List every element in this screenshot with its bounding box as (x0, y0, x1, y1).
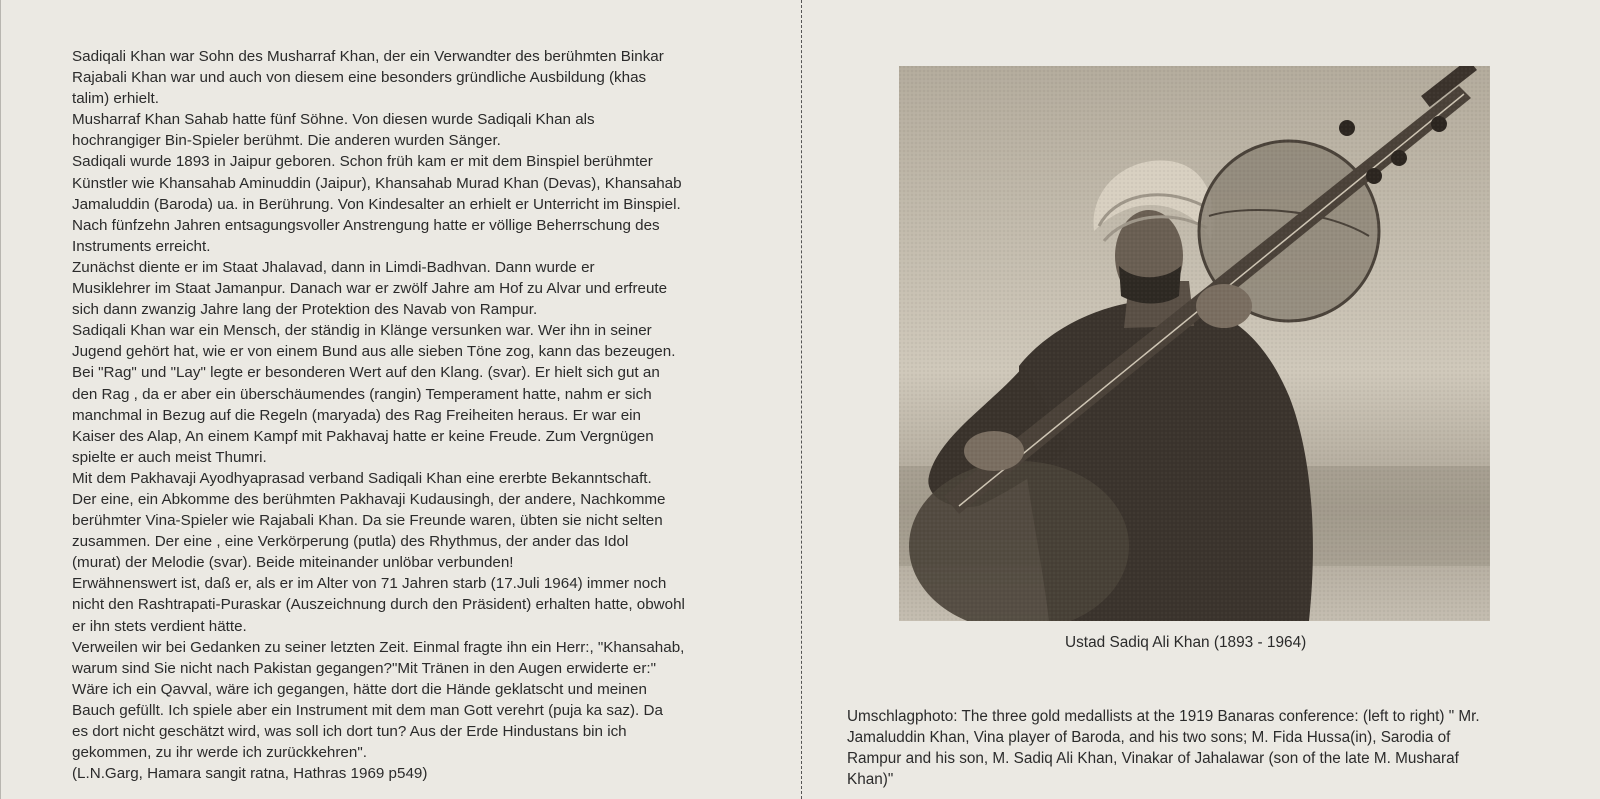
page-edge (0, 0, 1, 799)
text-line: Künstler wie Khansahab Aminuddin (Jaipur), Khansahab Murad Khan (Devas), Khansahab (72, 174, 682, 192)
text-line: gekommen, zu ihr werde ich zurückkehren". (72, 744, 367, 762)
text-line: Sadiqali Khan war Sohn des Musharraf Khan, der ein Verwandter des berühmten Binkar (72, 48, 664, 65)
text-line: den Rag , da er aber ein überschäumendes (rangin) Temperament hatte, nahm er sich (72, 385, 652, 403)
text-line: (L.N.Garg, Hamara sangit ratna, Hathras 1969 p549) (72, 765, 428, 783)
text-line: Rampur and his son, M. Sadiq Ali Khan, Vinakar of Jahalawar (son of the late M. Musharaf (847, 750, 1459, 767)
text-line: spielte er auch meist Thumri. (72, 448, 267, 466)
text-line: Musharraf Khan Sahab hatte fünf Söhne. Von diesen wurde Sadiqali Khan als (72, 111, 595, 129)
text-line: manchmal in Bezug auf die Regeln (maryada) des Rag Freiheiten heraus. Er war ein (72, 406, 641, 424)
text-line: (murat) der Melodie (svar). Beide miteinander unlöbar verbunden! (72, 554, 514, 572)
text-line: Bauch gefüllt. Ich spiele aber ein Instrument mit dem man Gott verehrt (puja ka saz). Da (72, 701, 663, 719)
text-line: Nach fünfzehn Jahren entsagungsvoller Anstrengung hatte er völlige Beherrschung des (72, 216, 660, 234)
text-line: Sadiqali wurde 1893 in Jaipur geboren. Schon früh kam er mit dem Binspiel berühmter (72, 153, 653, 171)
text-line: Der eine, ein Abkomme des berühmten Pakhavaji Kudausingh, der andere, Nachkomme (72, 490, 666, 508)
text-line: talim) erhielt. (72, 90, 159, 108)
biography-text (72, 46, 762, 784)
portrait-illustration (899, 66, 1490, 621)
text-line: Jugend gehört hat, wie er von einem Bund aus alle sieben Töne zog, kann das bezeugen. (72, 343, 676, 361)
musician-portrait-photo (899, 66, 1490, 621)
text-line: Umschlagphoto: The three gold medallists at the 1919 Banaras conference: (left to right) " Mr. (847, 708, 1480, 725)
page-divider (801, 0, 802, 799)
text-line: berühmter Vina-Spieler wie Rajabali Khan. Da sie Freunde waren, übten sie nicht selten (72, 512, 663, 530)
text-line: Sadiqali Khan war ein Mensch, der ständig in Klänge versunken war. Wer ihn in seiner (72, 322, 652, 340)
text-line: Erwähnenswert ist, daß er, als er im Alter von 71 Jahren starb (17.Juli 1964) immer noch (72, 575, 667, 593)
text-line: Jamaluddin (Baroda) ua. in Berührung. Von Kindesalter an erhielt er Unterricht im Binspiel. (72, 195, 681, 213)
text-line: nicht den Rashtrapati-Puraskar (Auszeichnung durch den Präsident) erhalten hatte, obwohl (72, 596, 685, 614)
text-line: er ihn stets verdient hätte. (72, 617, 247, 635)
text-line: Khan)" (847, 771, 894, 788)
text-line: Zunächst diente er im Staat Jhalavad, dann in Limdi-Badhvan. Dann wurde er (72, 258, 595, 276)
text-line: Bei "Rag" und "Lay" legte er besonderen Wert auf den Klang. (svar). Er hielt sich gut an (72, 364, 660, 382)
text-line: warum sind Sie nicht nach Pakistan gegangen?"Mit Tränen in den Augen erwiderte er:" (72, 659, 657, 677)
text-line: zusammen. Der eine , eine Verkörperung (putla) des Rhythmus, der ander das Idol (72, 533, 629, 551)
cover-photo-note (847, 706, 1547, 790)
text-line: hochrangiger Bin-Spieler berühmt. Die anderen wurden Sänger. (72, 132, 501, 150)
text-line: es dort nicht geschätzt wird, was soll ich dort tun? Aus der Erde Hindustans bin ich (72, 723, 627, 740)
photo-caption: Ustad Sadiq Ali Khan (1893 - 1964) (1065, 634, 1307, 651)
text-line: Verweilen wir bei Gedanken zu seiner letzten Zeit. Einmal fragte ihn ein Herr:, "Khansahab, (72, 638, 685, 656)
text-line: sich dann zwanzig Jahre lang der Protektion des Navab von Rampur. (72, 301, 538, 319)
text-line: Wäre ich ein Qavval, wäre ich gegangen, hätte dort die Hände geklatscht und meinen (72, 680, 647, 698)
text-line: Kaiser des Alap, An einem Kampf mit Pakhavaj hatte er keine Freude. Zum Vergnügen (72, 427, 654, 445)
text-line: Rajabali Khan war und auch von diesem eine besonders gründliche Ausbildung (khas (72, 69, 647, 87)
text-line: Mit dem Pakhavaji Ayodhyaprasad verband Sadiqali Khan eine ererbte Bekanntschaft. (72, 469, 652, 487)
text-line: Instruments erreicht. (72, 237, 211, 255)
text-line: Musiklehrer im Staat Jamanpur. Danach war er zwölf Jahre am Hof zu Alvar und erfreute (72, 280, 668, 298)
text-line: Jamaluddin Khan, Vina player of Baroda, and his two sons; M. Fida Hussa(in), Sarodia of (847, 729, 1451, 746)
